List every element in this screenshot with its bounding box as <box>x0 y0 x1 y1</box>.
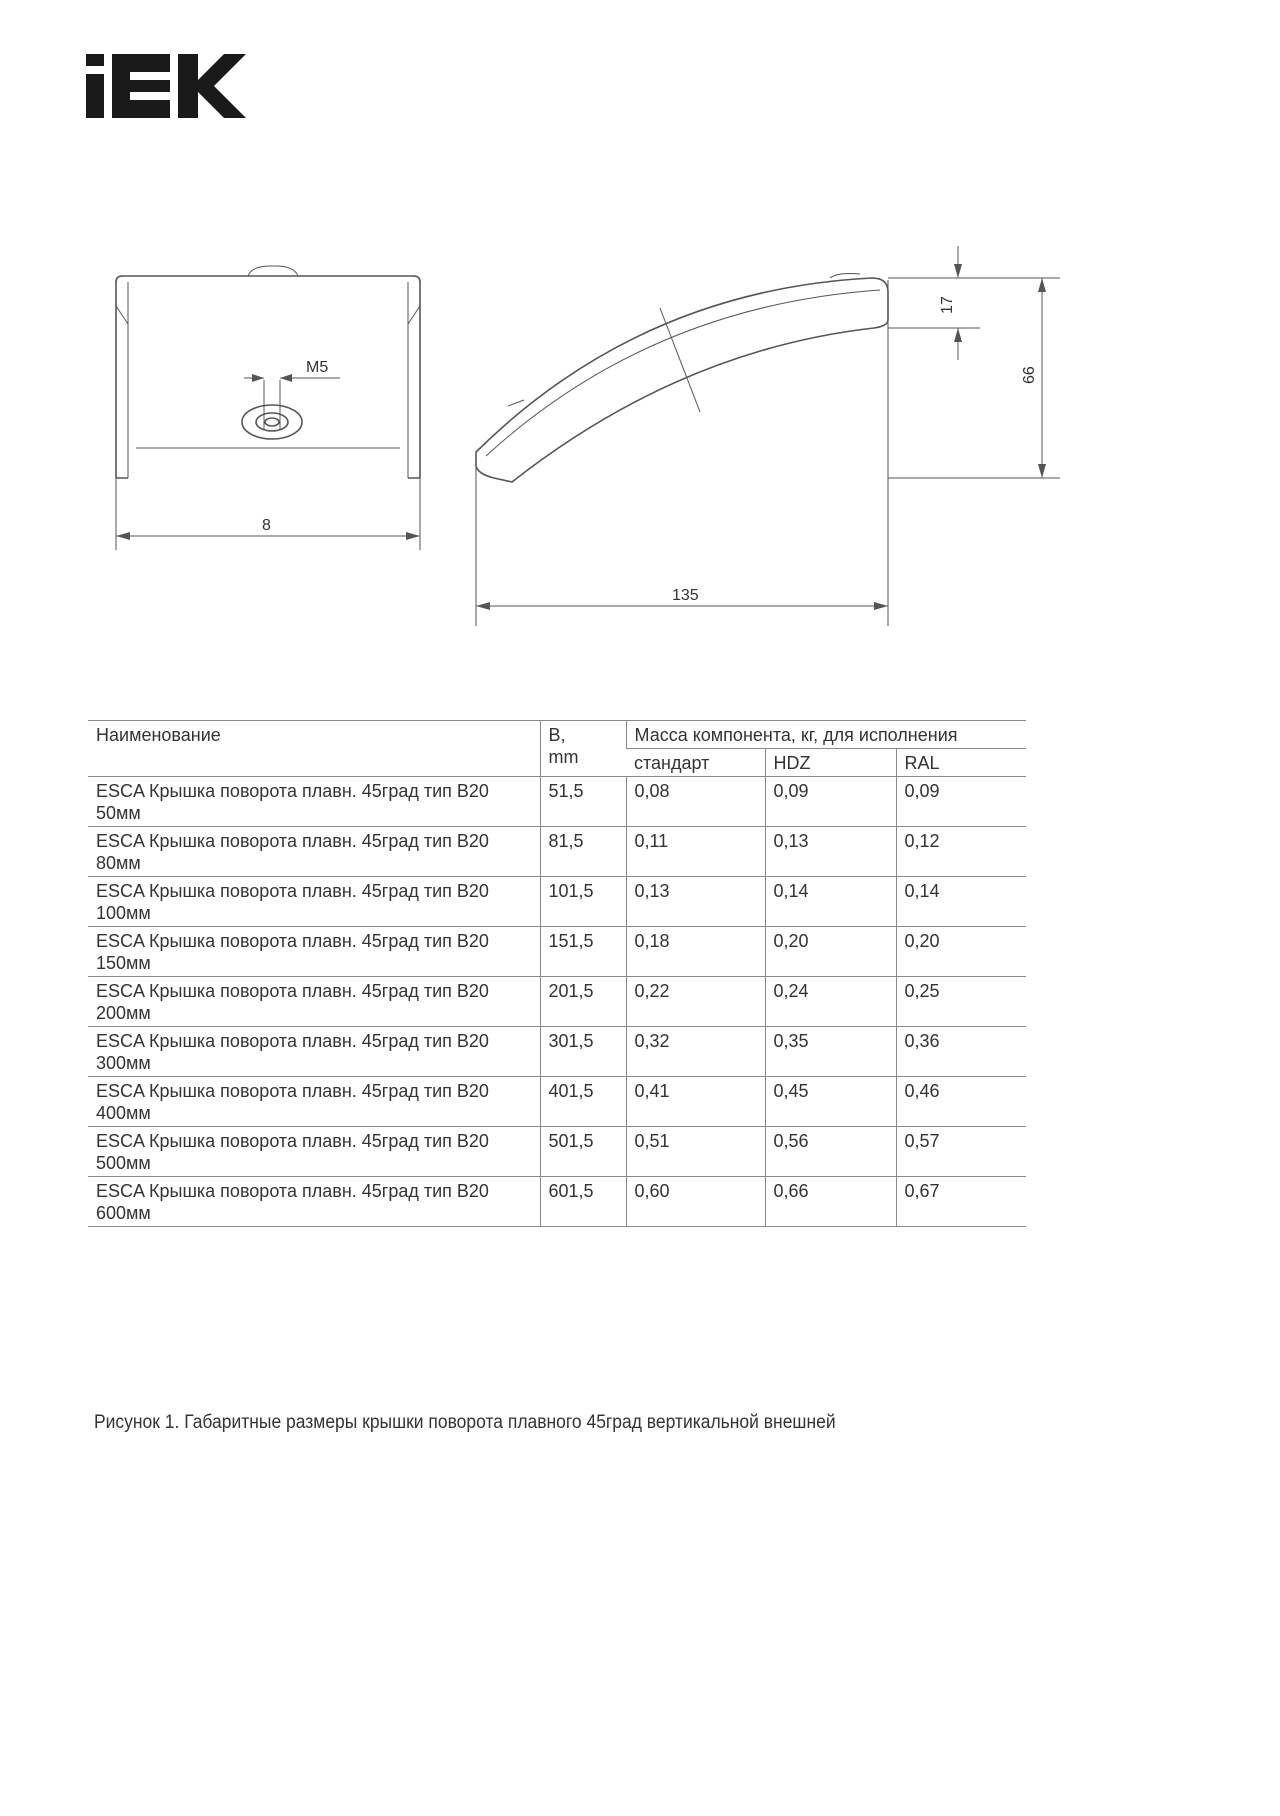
cell-standard: 0,60 <box>626 1177 765 1227</box>
cell-standard: 0,51 <box>626 1127 765 1177</box>
cell-ral: 0,09 <box>896 777 1026 827</box>
cell-standard: 0,08 <box>626 777 765 827</box>
cell-standard: 0,41 <box>626 1077 765 1127</box>
figure-caption: Рисунок 1. Габаритные размеры крышки поворота плавного 45град вертикальной внешней <box>94 1412 836 1433</box>
dimension-drawing <box>0 230 1280 650</box>
table-row <box>88 877 1026 927</box>
cell-name: ESCA Крышка поворота плавн. 45град тип B20 50мм <box>96 781 489 823</box>
cell-name: ESCA Крышка поворота плавн. 45град тип B20 600мм <box>96 1181 489 1223</box>
cell-name: ESCA Крышка поворота плавн. 45град тип B20 400мм <box>96 1081 489 1123</box>
cell-standard: 0,18 <box>626 927 765 977</box>
table-row <box>88 977 1026 1027</box>
side-view <box>476 246 1060 626</box>
cell-b: 601,5 <box>540 1177 626 1227</box>
cell-b: 101,5 <box>540 877 626 927</box>
cell-ral: 0,25 <box>896 977 1026 1027</box>
table-row <box>88 827 1026 877</box>
cell-b: 401,5 <box>540 1077 626 1127</box>
cell-hdz: 0,66 <box>765 1177 896 1227</box>
cell-name: ESCA Крышка поворота плавн. 45град тип B20 200мм <box>96 981 489 1023</box>
cell-standard: 0,22 <box>626 977 765 1027</box>
header-standard: стандарт <box>634 753 710 773</box>
cell-b: 51,5 <box>540 777 626 827</box>
header-mass: Масса компонента, кг, для исполнения <box>626 721 1026 749</box>
header-ral: RAL <box>896 749 1026 777</box>
cell-name: ESCA Крышка поворота плавн. 45град тип B20 500мм <box>96 1131 489 1173</box>
table-row <box>88 927 1026 977</box>
cell-standard: 0,11 <box>626 827 765 877</box>
cell-name: ESCA Крышка поворота плавн. 45град тип B20 80мм <box>96 831 489 873</box>
iek-logo <box>86 54 246 118</box>
cell-name: ESCA Крышка поворота плавн. 45град тип B20 150мм <box>96 931 489 973</box>
cell-ral: 0,57 <box>896 1127 1026 1177</box>
header-hdz: HDZ <box>765 749 896 777</box>
header-b-unit: mm <box>548 747 579 767</box>
cell-b: 81,5 <box>540 827 626 877</box>
cell-ral: 0,46 <box>896 1077 1026 1127</box>
cell-b: 201,5 <box>540 977 626 1027</box>
cell-standard: 0,32 <box>626 1027 765 1077</box>
cell-hdz: 0,45 <box>765 1077 896 1127</box>
dim-lip-label: 17 <box>939 296 956 314</box>
header-b <box>540 721 626 777</box>
cell-ral: 0,36 <box>896 1027 1026 1077</box>
table-row <box>88 1027 1026 1077</box>
table-row <box>88 1127 1026 1177</box>
table-row <box>88 1177 1026 1227</box>
cell-name: ESCA Крышка поворота плавн. 45град тип B20 300мм <box>96 1031 489 1073</box>
cell-hdz: 0,09 <box>765 777 896 827</box>
dim-height-label: 66 <box>1021 366 1038 384</box>
cell-ral: 0,14 <box>896 877 1026 927</box>
table-row <box>88 777 1026 827</box>
cell-ral: 0,12 <box>896 827 1026 877</box>
cell-b: 151,5 <box>540 927 626 977</box>
dim-width-label: 8 <box>262 517 271 534</box>
cell-hdz: 0,35 <box>765 1027 896 1077</box>
dim-thread-label: M5 <box>306 359 329 376</box>
cell-hdz: 0,13 <box>765 827 896 877</box>
cell-hdz: 0,14 <box>765 877 896 927</box>
cell-ral: 0,67 <box>896 1177 1026 1227</box>
cell-b: 301,5 <box>540 1027 626 1077</box>
front-view <box>116 266 420 550</box>
header-b-label: B, <box>548 725 566 745</box>
cell-hdz: 0,24 <box>765 977 896 1027</box>
header-name: Наименование <box>96 725 221 745</box>
spec-table <box>88 720 1026 1227</box>
cell-hdz: 0,56 <box>765 1127 896 1177</box>
table-row <box>88 1077 1026 1127</box>
dim-length-label: 135 <box>672 587 699 604</box>
cell-name: ESCA Крышка поворота плавн. 45град тип B20 100мм <box>96 881 489 923</box>
cell-b: 501,5 <box>540 1127 626 1177</box>
cell-standard: 0,13 <box>626 877 765 927</box>
cell-hdz: 0,20 <box>765 927 896 977</box>
cell-ral: 0,20 <box>896 927 1026 977</box>
